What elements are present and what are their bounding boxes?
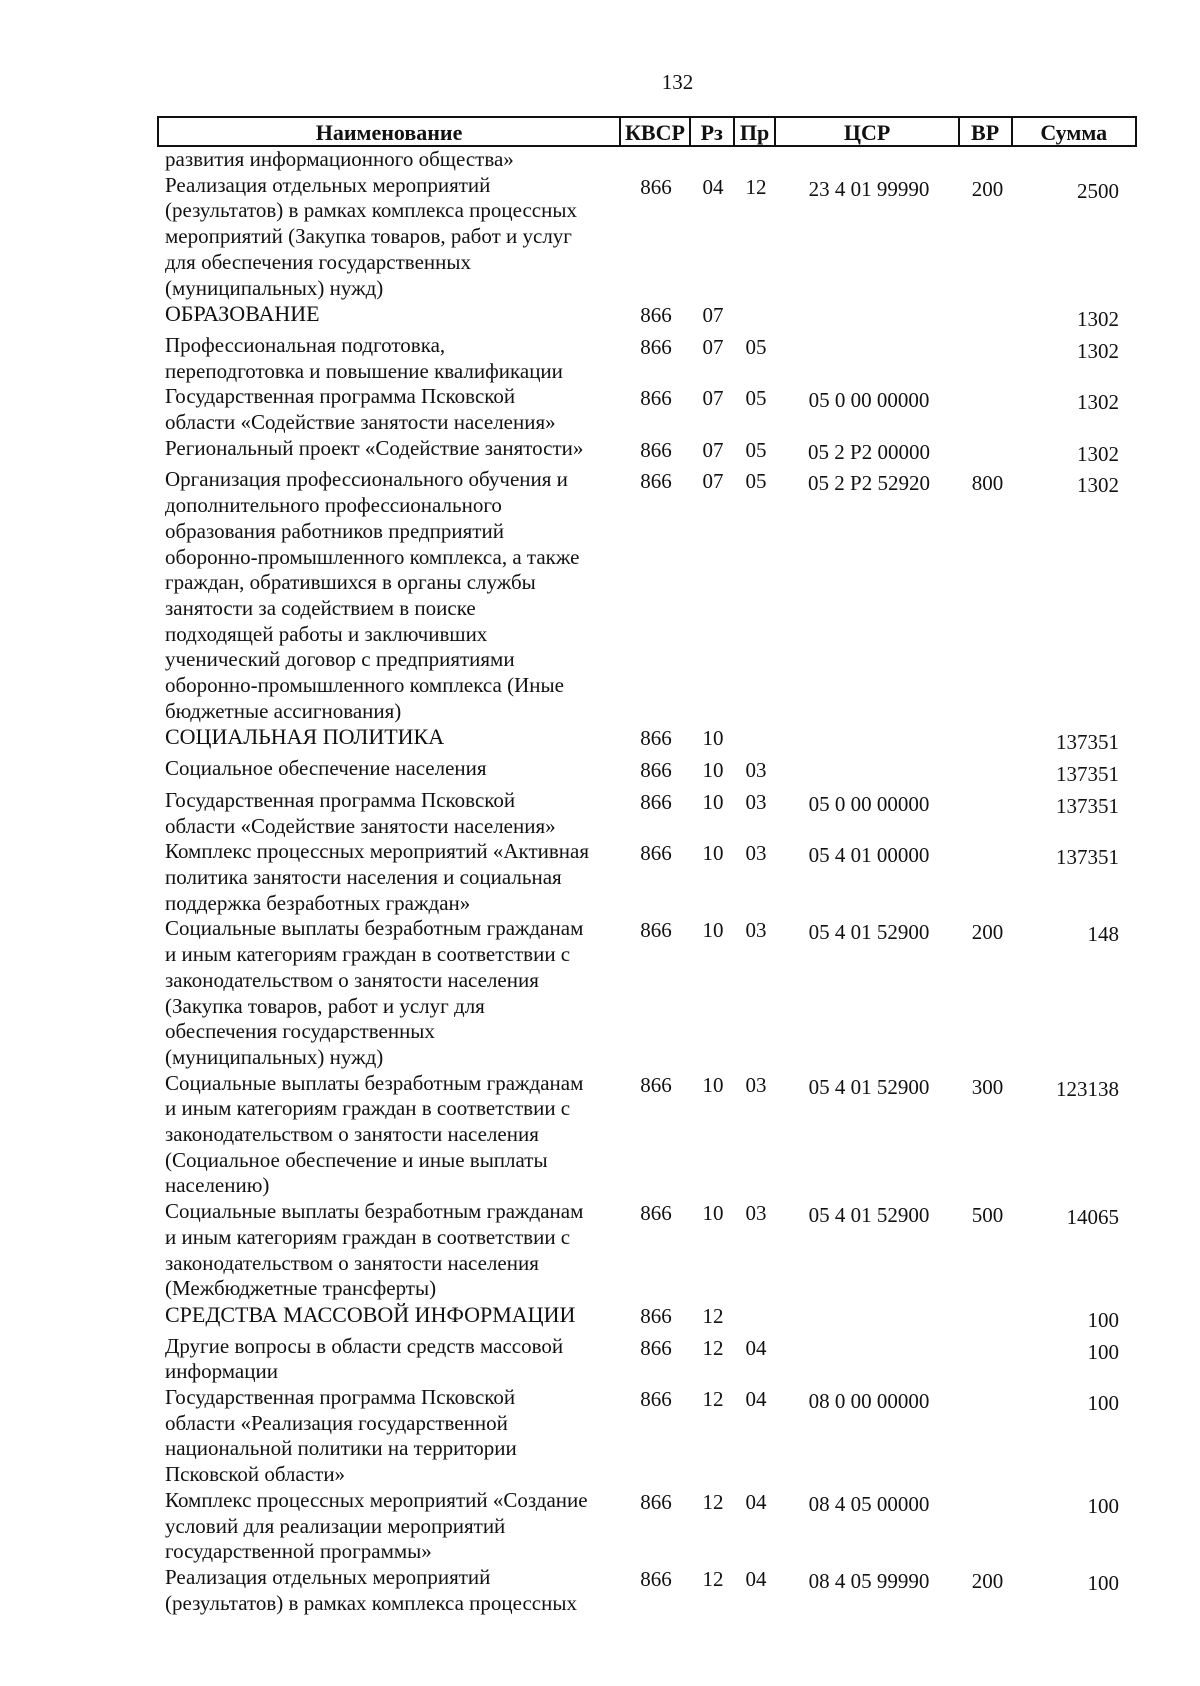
cell-rz: 10: [702, 1201, 724, 1226]
cell-name-line: информации: [165, 1359, 278, 1384]
cell-csr: 05 4 01 52900: [808, 920, 930, 945]
cell-pr: [735, 724, 777, 756]
table-row: [157, 1199, 1137, 1302]
cell-vr: 200: [971, 920, 1004, 945]
table-row: [157, 467, 1137, 724]
cell-sum: 1302: [1077, 338, 1119, 363]
cell-sum: 137351: [1056, 845, 1119, 870]
cell-pr: 04: [745, 1566, 767, 1591]
cell-pr: 03: [745, 758, 767, 783]
cell-sum: 100: [1087, 1391, 1119, 1416]
header-csr: ЦСР: [776, 118, 959, 145]
page-number: 132: [661, 70, 694, 94]
cell-name-line: Комплекс процессных мероприятий «Создание: [165, 1487, 588, 1512]
cell-kvsr: 866: [640, 334, 672, 359]
cell-sum: [1014, 147, 1137, 173]
cell-vr: [961, 839, 1014, 916]
cell-vr: [961, 384, 1014, 435]
cell-pr: 05: [745, 386, 767, 411]
cell-name: [157, 301, 621, 333]
cell-csr: 05 0 00 00000: [808, 791, 930, 816]
cell-name-line: оборонно-промышленного комплекса, а также: [165, 544, 580, 569]
cell-kvsr: 866: [640, 726, 672, 751]
cell-name-line: Социальное обеспечение населения: [165, 756, 487, 781]
header-name: Наименование: [159, 118, 621, 145]
cell-sum: 1302: [1077, 473, 1119, 498]
cell-sum: 123138: [1056, 1076, 1119, 1101]
table-row: [157, 788, 1137, 839]
cell-name-line: (Межбюджетные трансферты): [165, 1276, 437, 1301]
cell-pr: 04: [745, 1387, 767, 1412]
table-row: [157, 147, 1137, 173]
cell-name-line: Государственная программа Псковской: [165, 384, 516, 409]
cell-name-line: Государственная программа Псковской: [165, 787, 516, 812]
cell-csr: 05 4 01 52900: [808, 1203, 930, 1228]
cell-pr: 12: [745, 174, 767, 199]
cell-rz: 07: [702, 386, 724, 411]
cell-name-line: (Социальное обеспечение и иные выплаты: [165, 1147, 548, 1172]
cell-name-line: мероприятий (Закупка товаров, работ и услуг: [165, 224, 572, 249]
cell-name-line: ОБРАЗОВАНИЕ: [165, 301, 320, 327]
cell-pr: 04: [745, 1489, 767, 1514]
cell-name: [157, 756, 621, 788]
table-row: [157, 436, 1137, 468]
cell-name: [157, 1334, 621, 1385]
table-body: [157, 147, 1137, 1616]
cell-name-line: Социальные выплаты безработным гражданам: [165, 1070, 584, 1095]
cell-kvsr: 866: [640, 174, 672, 199]
table-row: [157, 1385, 1137, 1488]
table-row: [157, 1488, 1137, 1565]
table-row: [157, 916, 1137, 1070]
cell-name-line: законодательством о занятости населения: [165, 1122, 539, 1147]
cell-name: [157, 384, 621, 435]
cell-name-line: поддержка безработных граждан»: [165, 890, 471, 915]
cell-vr: [961, 301, 1014, 333]
cell-rz: [691, 147, 735, 173]
cell-vr: [961, 788, 1014, 839]
cell-name-line: области «Реализация государственной: [165, 1410, 508, 1435]
cell-vr: 500: [971, 1203, 1004, 1228]
cell-name-line: занятости за содействием в поиске: [165, 595, 476, 620]
cell-name: [157, 147, 621, 173]
table-row: [157, 173, 1137, 302]
cell-sum: 137351: [1056, 730, 1119, 755]
cell-kvsr: 866: [640, 1489, 672, 1514]
cell-sum: 148: [1087, 922, 1119, 947]
cell-vr: 300: [971, 1074, 1004, 1099]
cell-name-line: бюджетные ассигнования): [165, 698, 402, 723]
cell-csr: 08 4 05 00000: [808, 1491, 930, 1516]
section-row: [157, 301, 1137, 333]
cell-pr: 03: [745, 918, 767, 943]
cell-rz: 10: [702, 758, 724, 783]
table-row: [157, 333, 1137, 384]
cell-vr: [961, 1385, 1014, 1488]
cell-rz: 07: [702, 334, 724, 359]
cell-name-line: и иным категориям граждан в соответствии с: [165, 942, 571, 967]
cell-name: [157, 1071, 621, 1200]
cell-name-line: области «Содействие занятости населения»: [165, 410, 556, 435]
cell-csr: 08 0 00 00000: [808, 1389, 930, 1414]
cell-name-line: условий для реализации мероприятий: [165, 1513, 506, 1538]
cell-pr: 03: [745, 841, 767, 866]
cell-name-line: Социальные выплаты безработным гражданам: [165, 916, 584, 941]
table-row: [157, 839, 1137, 916]
cell-kvsr: 866: [640, 386, 672, 411]
cell-pr: 05: [745, 469, 767, 494]
cell-sum: 14065: [1066, 1205, 1119, 1230]
cell-name: [157, 1199, 621, 1302]
cell-sum: 137351: [1056, 793, 1119, 818]
cell-sum: 100: [1087, 1307, 1119, 1332]
section-row: [157, 1302, 1137, 1334]
cell-name: [157, 839, 621, 916]
cell-sum: 1302: [1077, 307, 1119, 332]
cell-name-line: Псковской области»: [165, 1462, 346, 1487]
table-row: [157, 1565, 1137, 1616]
cell-name-line: Другие вопросы в области средств массовой: [165, 1333, 564, 1358]
cell-name: [157, 1302, 621, 1334]
cell-rz: 10: [702, 918, 724, 943]
cell-sum: 1302: [1077, 390, 1119, 415]
cell-vr: [961, 1488, 1014, 1565]
cell-rz: 07: [702, 303, 724, 328]
cell-rz: 12: [702, 1335, 724, 1360]
cell-sum: 100: [1087, 1493, 1119, 1518]
cell-rz: 07: [702, 437, 724, 462]
cell-pr: [735, 301, 777, 333]
table-row: [157, 1071, 1137, 1200]
cell-pr: 03: [745, 1072, 767, 1097]
cell-pr: [735, 147, 777, 173]
cell-vr: [961, 756, 1014, 788]
cell-csr: 23 4 01 99990: [808, 176, 930, 201]
cell-name-line: Реализация отдельных мероприятий: [165, 1564, 491, 1589]
cell-name-line: Комплекс процессных мероприятий «Активная: [165, 839, 589, 864]
cell-kvsr: [621, 147, 691, 173]
cell-vr: 200: [971, 1568, 1004, 1593]
cell-name-line: оборонно-промышленного комплекса (Иные: [165, 673, 564, 698]
cell-kvsr: 866: [640, 789, 672, 814]
cell-name-line: обеспечения государственных: [165, 1019, 435, 1044]
cell-name: [157, 724, 621, 756]
cell-kvsr: 866: [640, 469, 672, 494]
cell-name-line: СОЦИАЛЬНАЯ ПОЛИТИКА: [165, 724, 445, 750]
cell-name-line: Организация профессионального обучения и: [165, 467, 568, 492]
cell-name-line: национальной политики на территории: [165, 1436, 517, 1461]
cell-kvsr: 866: [640, 303, 672, 328]
cell-name: [157, 333, 621, 384]
table-row: [157, 1334, 1137, 1385]
cell-vr: [961, 1334, 1014, 1385]
cell-sum: 100: [1087, 1570, 1119, 1595]
cell-csr: 05 4 01 00000: [808, 843, 930, 868]
cell-kvsr: 866: [640, 1303, 672, 1328]
cell-sum: 137351: [1056, 762, 1119, 787]
cell-csr: 08 4 05 99990: [808, 1568, 930, 1593]
budget-table: [157, 116, 1137, 1616]
cell-name-line: ученический договор с предприятиями: [165, 647, 515, 672]
cell-name-line: дополнительного профессионального: [165, 493, 502, 518]
cell-name-line: подходящей работы и заключивших: [165, 621, 488, 646]
cell-vr: 200: [971, 176, 1004, 201]
table-row: [157, 756, 1137, 788]
cell-rz: 12: [702, 1303, 724, 1328]
cell-rz: 10: [702, 1072, 724, 1097]
cell-sum: 1302: [1077, 441, 1119, 466]
header-kvsr: КВСР: [621, 118, 691, 145]
cell-rz: 10: [702, 789, 724, 814]
cell-name-line: образования работников предприятий: [165, 518, 504, 543]
cell-name-line: СРЕДСТВА МАССОВОЙ ИНФОРМАЦИИ: [165, 1301, 576, 1327]
cell-pr: 05: [745, 334, 767, 359]
cell-sum: 2500: [1077, 178, 1119, 203]
cell-name: [157, 788, 621, 839]
cell-csr: [777, 333, 961, 384]
cell-kvsr: 866: [640, 1072, 672, 1097]
cell-name-line: (муниципальных) нужд): [165, 275, 384, 300]
cell-kvsr: 866: [640, 1335, 672, 1360]
cell-name: [157, 1488, 621, 1565]
header-rz: Рз: [691, 118, 735, 145]
cell-kvsr: 866: [640, 841, 672, 866]
cell-name-line: государственной программы»: [165, 1539, 432, 1564]
cell-kvsr: 866: [640, 437, 672, 462]
cell-csr: [777, 1302, 961, 1334]
cell-name-line: для обеспечения государственных: [165, 249, 471, 274]
cell-name: [157, 436, 621, 468]
cell-name: [157, 467, 621, 724]
cell-csr: [777, 147, 961, 173]
cell-vr: [961, 147, 1014, 173]
table-row: [157, 384, 1137, 435]
cell-kvsr: 866: [640, 1566, 672, 1591]
cell-csr: [777, 724, 961, 756]
cell-vr: [961, 1302, 1014, 1334]
cell-name-line: развития информационного общества»: [165, 147, 514, 171]
cell-csr: [777, 756, 961, 788]
cell-name-line: (результатов) в рамках комплекса процессных: [165, 198, 577, 223]
header-pr: Пр: [735, 118, 777, 145]
cell-name: [157, 173, 621, 302]
cell-name-line: (результатов) в рамках комплекса процессных: [165, 1590, 577, 1615]
cell-kvsr: 866: [640, 918, 672, 943]
cell-name-line: (Закупка товаров, работ и услуг для: [165, 993, 485, 1018]
cell-name-line: и иным категориям граждан в соответствии с: [165, 1224, 571, 1249]
cell-name-line: и иным категориям граждан в соответствии с: [165, 1096, 571, 1121]
cell-name-line: политика занятости населения и социальная: [165, 864, 562, 889]
cell-vr: [961, 436, 1014, 468]
cell-rz: 12: [702, 1566, 724, 1591]
cell-name: [157, 916, 621, 1070]
cell-name-line: граждан, обратившихся в органы службы: [165, 570, 536, 595]
cell-pr: 04: [745, 1335, 767, 1360]
cell-csr: 05 0 00 00000: [808, 388, 930, 413]
cell-csr: [777, 301, 961, 333]
header-sum: Сумма: [1040, 120, 1108, 145]
cell-name-line: Государственная программа Псковской: [165, 1385, 516, 1410]
cell-name-line: Региональный проект «Содействие занятости»: [165, 435, 584, 460]
cell-kvsr: 866: [640, 1201, 672, 1226]
cell-csr: 05 4 01 52900: [808, 1074, 930, 1099]
cell-kvsr: 866: [640, 1387, 672, 1412]
cell-name-line: населению): [165, 1173, 270, 1198]
cell-name-line: области «Содействие занятости населения»: [165, 813, 556, 838]
cell-rz: 04: [702, 174, 724, 199]
cell-name: [157, 1385, 621, 1488]
cell-name-line: законодательством о занятости населения: [165, 1250, 539, 1275]
cell-sum: 100: [1087, 1339, 1119, 1364]
cell-pr: 03: [745, 1201, 767, 1226]
cell-kvsr: 866: [640, 758, 672, 783]
cell-pr: 03: [745, 789, 767, 814]
cell-name-line: переподготовка и повышение квалификации: [165, 358, 563, 383]
cell-name-line: (муниципальных) нужд): [165, 1044, 384, 1069]
cell-rz: 12: [702, 1387, 724, 1412]
cell-name-line: Социальные выплаты безработным гражданам: [165, 1199, 584, 1224]
cell-name-line: законодательством о занятости населения: [165, 967, 539, 992]
table-header: [157, 116, 1137, 147]
section-row: [157, 724, 1137, 756]
cell-csr: 05 2 P2 52920: [808, 471, 930, 496]
cell-vr: 800: [971, 471, 1004, 496]
cell-pr: [735, 1302, 777, 1334]
cell-rz: 10: [702, 841, 724, 866]
cell-csr: 05 2 P2 00000: [808, 439, 930, 464]
cell-vr: [961, 333, 1014, 384]
cell-vr: [961, 724, 1014, 756]
cell-rz: 12: [702, 1489, 724, 1514]
cell-csr: [777, 1334, 961, 1385]
cell-pr: 05: [745, 437, 767, 462]
cell-name-line: Профессиональная подготовка,: [165, 332, 446, 357]
cell-name-line: Реализация отдельных мероприятий: [165, 172, 491, 197]
header-vr: ВР: [960, 118, 1013, 145]
cell-name: [157, 1565, 621, 1616]
cell-rz: 07: [702, 469, 724, 494]
cell-rz: 10: [702, 726, 724, 751]
